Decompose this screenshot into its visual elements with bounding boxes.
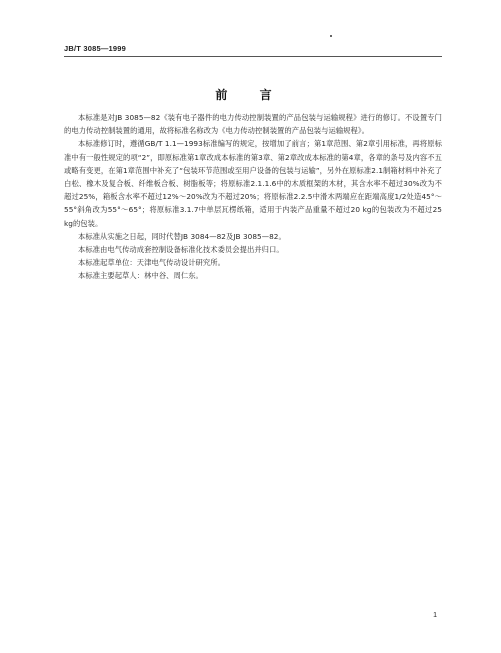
standard-code: JB/T 3085—1999 [64, 44, 127, 53]
paragraph-revision-details: 本标准修订时，遵循GB/T 1.1—1993标准编写的规定，按增加了前言；第1章范围、第2章引用标准，再将原标准中有一般性规定的项“2”，即原标准第1章改成本标准的第3章、第2章改成本标准的第4章，各章的条号及内容不五或略有变更，在第1章范围中补充了“包装环节范围或至用户设备的包装与运输”，另外在原标准2.1制箱材料中补充了白松、橡木及复合板、纤维板合板、树脂板等；将原标准2.1.1.6中的木质框架的木材，其含水率不超过30%改为不超过25%，箱板含水率不超过12%～20%改为不超过20%；将原标准2.2.5中滑木两端应在距端高度1/2处造45°～55°斜角改为55°～65°；将原标准3.1.7中单层瓦楞纸箱，适用于内装产品重量不超过20 kg的包装改为不超过25 kg的包装。 [64, 139, 442, 228]
foreword-body [64, 111, 442, 283]
header-rule [64, 56, 442, 57]
paragraph-drafting-unit: 本标准起草单位：天津电气传动设计研究所。 [78, 258, 225, 268]
paragraph-replacement: 本标准从实施之日起，同时代替JB 3084—82及JB 3085—82。 [78, 231, 286, 241]
paragraph-revision-note: 本标准是对JB 3085—82《装有电子器件的电力传动控制装置的产品包装与运输规程》进行的修订。不设置专门的电力传动控制装置的通用，故将标准名称改为《电力传动控制装置的产品包装与运输规程》。 [64, 113, 442, 136]
scan-speck [330, 35, 332, 37]
page-number: 1 [433, 612, 437, 619]
page-title: 前 言 [215, 88, 286, 102]
paragraph-proposer: 本标准由电气传动成套控制设备标准化技术委员会提出并归口。 [78, 245, 284, 255]
paragraph-drafters: 本标准主要起草人：林中谷、周仁东。 [78, 271, 203, 281]
